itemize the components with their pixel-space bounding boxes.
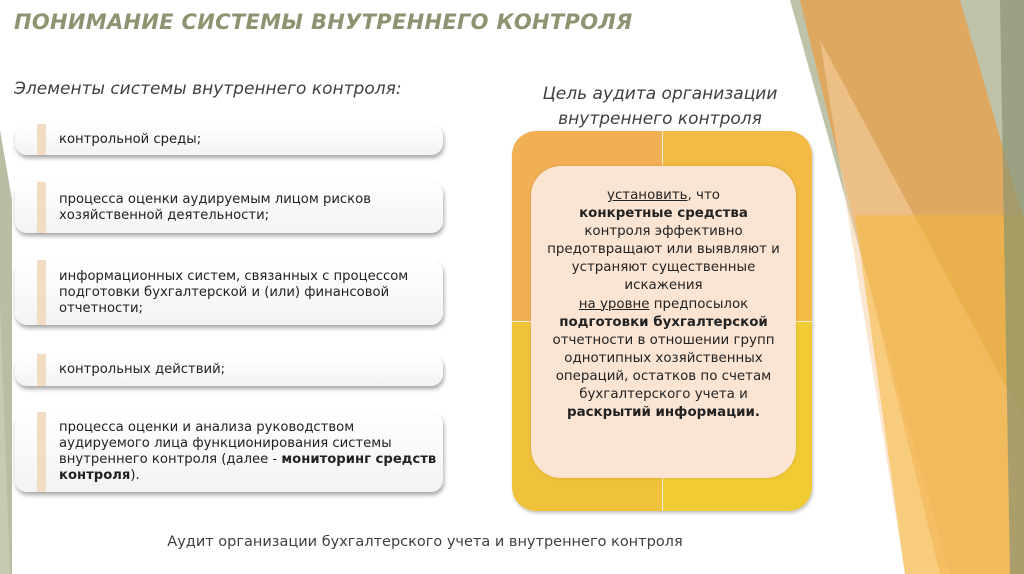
slide-title: ПОНИМАНИЕ СИСТЕМЫ ВНУТРЕННЕГО КОНТРОЛЯ [14,10,633,34]
goal-heading-line1: Цель аудита организации [542,84,778,104]
item-accent-bar [37,412,46,492]
item-text [59,420,437,484]
goal-heading-line2: внутреннего контроля [558,109,762,129]
goal-text-part: отчетности в отношении групп однотипных хозяйственных операций, остатков по счетам бухгалтерского учета и [552,332,775,403]
goal-text-bold: раскрытий информации. [567,405,760,421]
goal-text-part: предпосылок [649,296,749,312]
item-accent-bar [37,182,46,233]
item-text: процесса оценки аудируемым лицом рисков хозяйственной деятельности; [59,191,371,223]
item-text-part: процесса оценки и анализа руководством аудируемого лица функционирования системы внутреннего контроля (далее - [59,420,392,467]
goal-text-bold: подготовки бухгалтерской [559,314,768,330]
slide-footer: Аудит организации бухгалтерского учета и внутреннего контроля [167,534,683,550]
list-item [15,260,443,325]
goal-text-part: , что [687,188,720,203]
item-accent-bar [37,260,46,325]
goal-text [531,187,796,422]
goal-text-underlined: на уровне [578,296,650,312]
list-item [15,124,443,155]
item-accent-bar [37,354,46,386]
item-text: контрольной среды; [59,131,202,147]
deco-yellow-triangle [855,215,1024,574]
goal-heading [500,82,820,132]
item-text: контрольных действий; [59,362,226,377]
goal-text-underlined: установить [607,188,688,203]
goal-text-bold: конкретные средства [579,206,748,222]
item-text: информационных систем, связанных с процессом подготовки бухгалтерской и (или) финансовой отчетности; [59,268,409,316]
item-accent-bar [37,124,46,155]
list-item [15,354,443,386]
item-text-bold: мониторинг средств контроля [59,452,437,483]
item-text-part: ). [130,468,140,483]
goal-text-part: контроля эффективно предотвращают или выявляют и устраняют существенные искажения [547,224,780,294]
elements-heading: Элементы системы внутреннего контроля: [14,79,402,99]
list-item [15,182,443,233]
list-item [15,412,443,492]
